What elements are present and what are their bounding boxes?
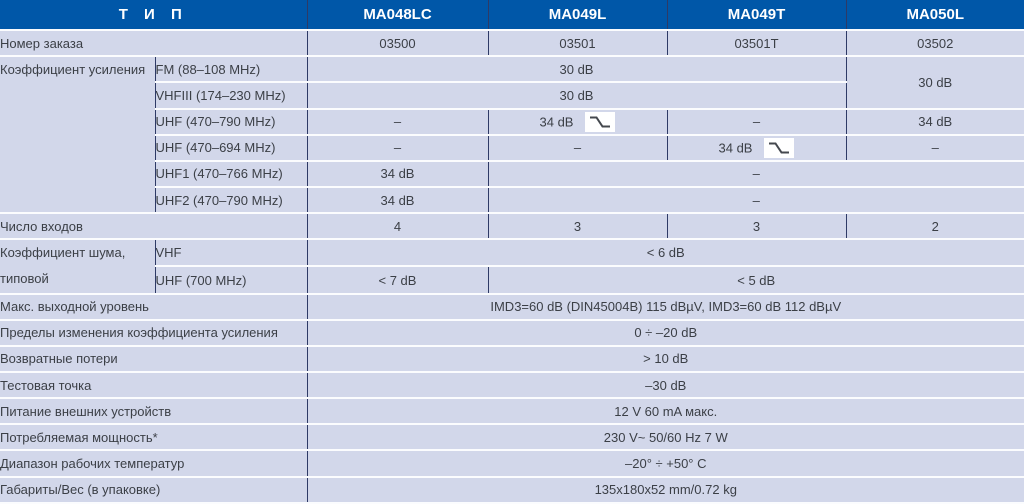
gain-vhf3-band: VHFIII (174–230 MHz) — [155, 82, 307, 108]
order-number-ma049t: 03501T — [667, 30, 846, 56]
noise-uhf700-band: UHF (700 MHz) — [155, 266, 307, 293]
gain-uhf790-ma050l: 34 dB — [846, 109, 1024, 135]
inputs-count-row — [0, 213, 1024, 239]
inputs-count-ma048lc: 4 — [307, 213, 488, 239]
order-number-ma050l: 03502 — [846, 30, 1024, 56]
gain-fm-vhf3-ma050l: 30 dB — [846, 56, 1024, 108]
gain-uhf694-ma049l: – — [488, 135, 667, 161]
header-col-ma049l: MA049L — [488, 0, 667, 30]
gain-uhf790-band: UHF (470–790 MHz) — [155, 109, 307, 135]
max-output-row — [0, 294, 1024, 320]
header-col-ma050l: MA050L — [846, 0, 1024, 30]
max-output-value: IMD3=60 dB (DIN45004B) 115 dBµV, IMD3=60 dB 112 dBµV — [307, 294, 1024, 320]
ext-power-label: Питание внешних устройств — [0, 398, 307, 424]
gain-uhf694-ma050l: – — [846, 135, 1024, 161]
gain-uhf790-ma049l — [488, 109, 667, 135]
power-consumption-label: Потребляемая мощность* — [0, 424, 307, 450]
gain-uhf2-ma048lc: 34 dB — [307, 187, 488, 213]
gain-fm-value-cols123: 30 dB — [307, 56, 846, 82]
inputs-count-ma049l: 3 — [488, 213, 667, 239]
noise-uhf700-ma048lc: < 7 dB — [307, 266, 488, 293]
gain-vhf3-value-cols123: 30 dB — [307, 82, 846, 108]
noise-label-line2: типовой — [0, 271, 49, 287]
return-loss-value: > 10 dB — [307, 346, 1024, 372]
order-number-ma048lc: 03500 — [307, 30, 488, 56]
header-type-cell: Т И П — [0, 0, 307, 30]
gain-adjust-range-value: 0 ÷ –20 dB — [307, 320, 1024, 346]
gain-label: Коэффициент усиления — [0, 56, 155, 213]
test-point-row — [0, 372, 1024, 398]
table-header-row — [0, 0, 1024, 30]
noise-label-line1: Коэффициент шума, — [0, 245, 126, 261]
inputs-count-ma050l: 2 — [846, 213, 1024, 239]
return-loss-label: Возвратные потери — [0, 346, 307, 372]
order-number-ma049l: 03501 — [488, 30, 667, 56]
gain-uhf2-band: UHF2 (470–790 MHz) — [155, 187, 307, 213]
lowpass-filter-icon — [585, 112, 615, 132]
header-col-ma049t: MA049T — [667, 0, 846, 30]
gain-adjust-range-label: Пределы изменения коэффициента усиления — [0, 320, 307, 346]
lowpass-filter-icon — [764, 138, 794, 158]
ext-power-row — [0, 398, 1024, 424]
gain-uhf694-ma049t — [667, 135, 846, 161]
temp-range-row — [0, 450, 1024, 476]
noise-uhf700-cols234: < 5 dB — [488, 266, 1024, 293]
gain-uhf694-ma048lc: – — [307, 135, 488, 161]
gain-uhf2-cols234: – — [488, 187, 1024, 213]
noise-vhf-value: < 6 dB — [307, 239, 1024, 266]
noise-vhf-row — [0, 239, 1024, 266]
temp-range-label: Диапазон рабочих температур — [0, 450, 307, 476]
gain-uhf790-ma049t: – — [667, 109, 846, 135]
max-output-label: Макс. выходной уровень — [0, 294, 307, 320]
temp-range-value: –20° ÷ +50° C — [307, 450, 1024, 476]
power-consumption-row — [0, 424, 1024, 450]
gain-uhf790-ma048lc: – — [307, 109, 488, 135]
inputs-count-label: Число входов — [0, 213, 307, 239]
gain-uhf1-band: UHF1 (470–766 MHz) — [155, 161, 307, 187]
gain-uhf1-ma048lc: 34 dB — [307, 161, 488, 187]
gain-uhf790-ma049l-value: 34 dB — [539, 114, 574, 130]
ext-power-value: 12 V 60 mA макс. — [307, 398, 1024, 424]
power-consumption-value: 230 V~ 50/60 Hz 7 W — [307, 424, 1024, 450]
inputs-count-ma049t: 3 — [667, 213, 846, 239]
noise-label — [0, 239, 155, 293]
gain-uhf694-ma049t-value: 34 dB — [718, 140, 753, 156]
noise-vhf-band: VHF — [155, 239, 307, 266]
dimensions-weight-row — [0, 477, 1024, 503]
gain-fm-band: FM (88–108 MHz) — [155, 56, 307, 82]
gain-uhf1-cols234: – — [488, 161, 1024, 187]
dimensions-weight-value: 135x180x52 mm/0.72 kg — [307, 477, 1024, 503]
test-point-value: –30 dB — [307, 372, 1024, 398]
dimensions-weight-label: Габариты/Вес (в упаковке) — [0, 477, 307, 503]
order-number-label: Номер заказа — [0, 30, 307, 56]
return-loss-row — [0, 346, 1024, 372]
header-col-ma048lc: MA048LC — [307, 0, 488, 30]
gain-fm-row — [0, 56, 1024, 82]
gain-adjust-range-row — [0, 320, 1024, 346]
order-number-row — [0, 30, 1024, 56]
test-point-label: Тестовая точка — [0, 372, 307, 398]
gain-uhf694-band: UHF (470–694 MHz) — [155, 135, 307, 161]
